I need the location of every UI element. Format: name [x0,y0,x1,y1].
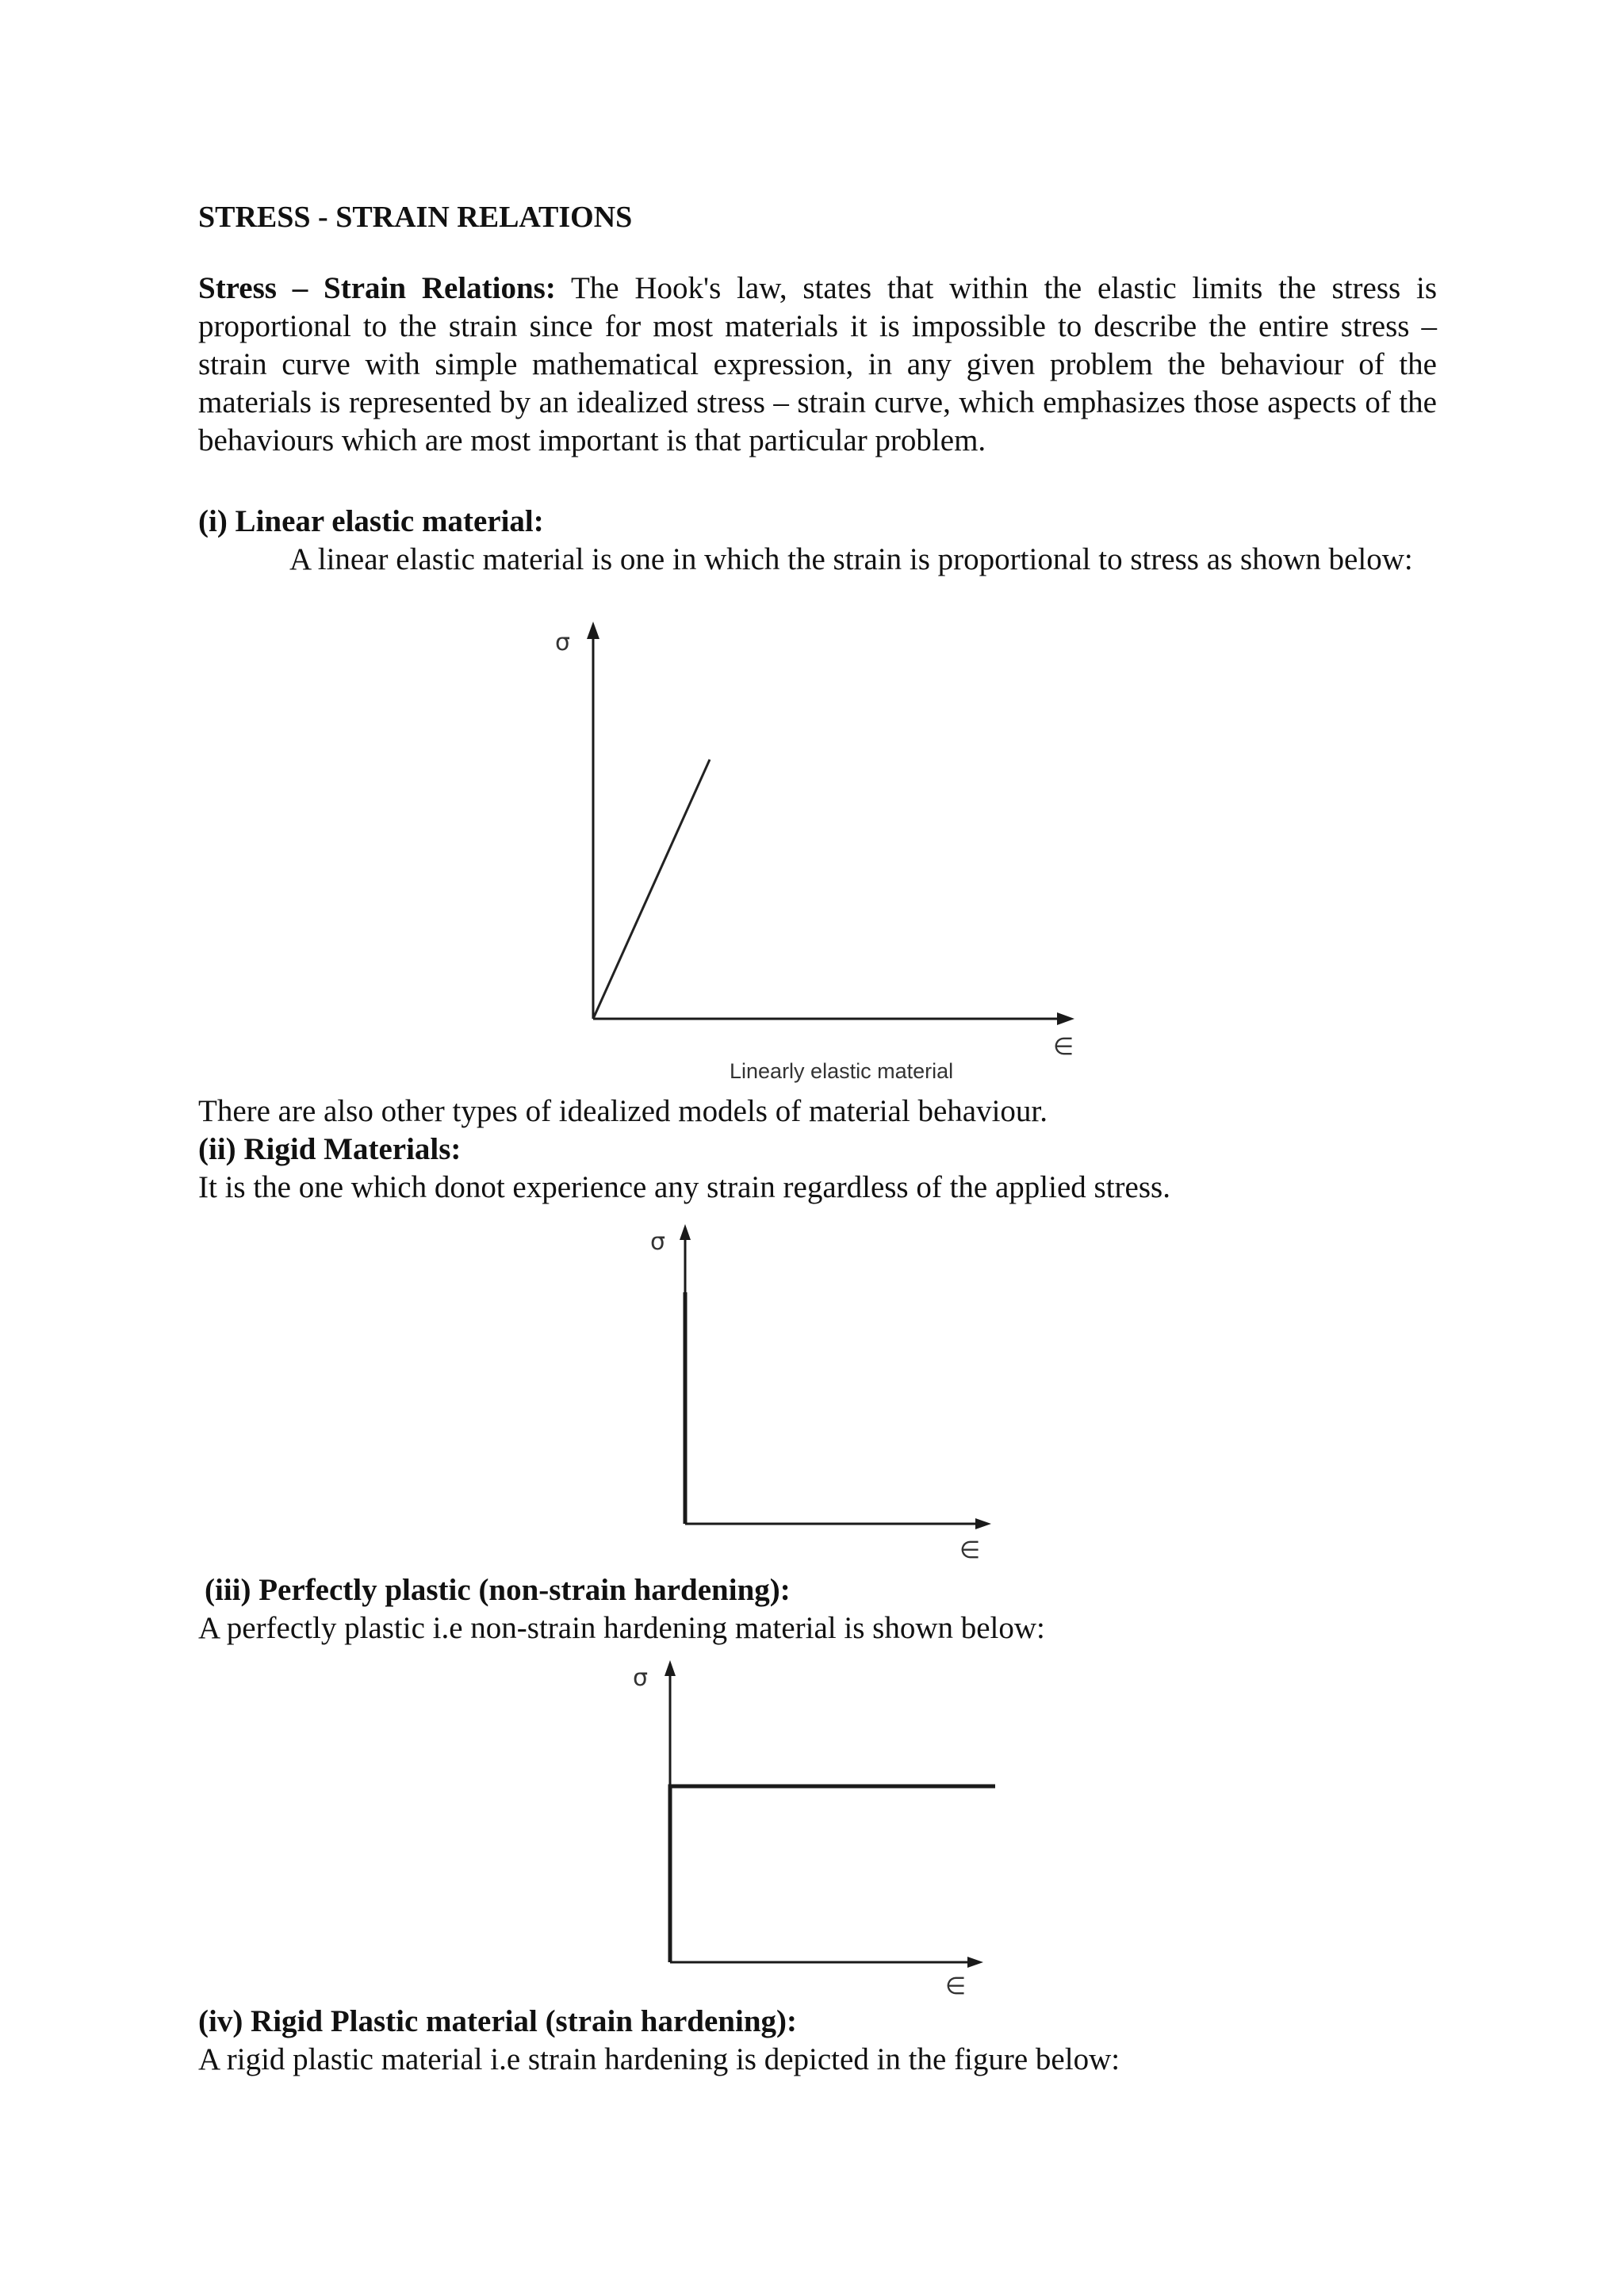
intro-lead: Stress – Strain Relations: [198,271,556,305]
intro-text: The Hook's law, states that within the elastic limits the stress is proportional to the strain since for most materials it is impossible to describe the entire stress – strain curve with simple mathematical expression, in any given problem the behaviour of the materials is represented by an idealized stress – strain curve, which emphasizes those aspects of the behaviours which are most important is that particular problem. [198,271,1438,457]
section-text-rigid: It is the one which donot experience any strain regardless of the applied stress. [198,1170,1170,1204]
section-heading-linear-elastic: (i) Linear elastic material: [198,504,544,538]
linear-elastic-y-symbol: σ [555,629,571,656]
section-text-perfectly-plastic: A perfectly plastic i.e non-strain hardening material is shown below: [198,1611,1045,1645]
section-heading-rigid-plastic: (iv) Rigid Plastic material (strain hardening): [198,2004,797,2038]
section-heading-rigid: (ii) Rigid Materials: [198,1132,462,1166]
perfectly-plastic-y-arrow [665,1660,676,1676]
linear-elastic-x-symbol: ∈ [1053,1033,1074,1061]
other-models-text: There are also other types of idealized models of material behaviour. [198,1094,1048,1128]
section-text-linear-elastic: A linear elastic material is one in which the strain is proportional to stress as shown below: [289,542,1413,576]
linear-elastic-x-arrow [1057,1012,1074,1025]
section-heading-perfectly-plastic: (iii) Perfectly plastic (non-strain hardening): [205,1573,791,1607]
perfectly-plastic-y-symbol: σ [633,1664,649,1692]
linear-elastic-chart [539,618,1094,1094]
linear-elastic-caption: Linearly elastic material [730,1059,954,1083]
linear-elastic-curve [593,760,710,1019]
intro-paragraph [198,270,1437,460]
perfectly-plastic-chart [626,1657,1023,2006]
rigid-x-arrow [975,1518,991,1529]
perfectly-plastic-curve [670,1786,995,1962]
perfectly-plastic-x-arrow [967,1957,983,1968]
rigid-x-symbol: ∈ [959,1536,981,1564]
linear-elastic-y-arrow [587,622,599,639]
perfectly-plastic-x-symbol: ∈ [945,1973,967,2000]
rigid-material-chart [634,1221,1015,1570]
rigid-y-symbol: σ [650,1228,666,1256]
rigid-y-arrow [680,1224,691,1240]
page-title: STRESS - STRAIN RELATIONS [198,201,633,234]
section-text-rigid-plastic: A rigid plastic material i.e strain hardening is depicted in the figure below: [198,2042,1120,2076]
